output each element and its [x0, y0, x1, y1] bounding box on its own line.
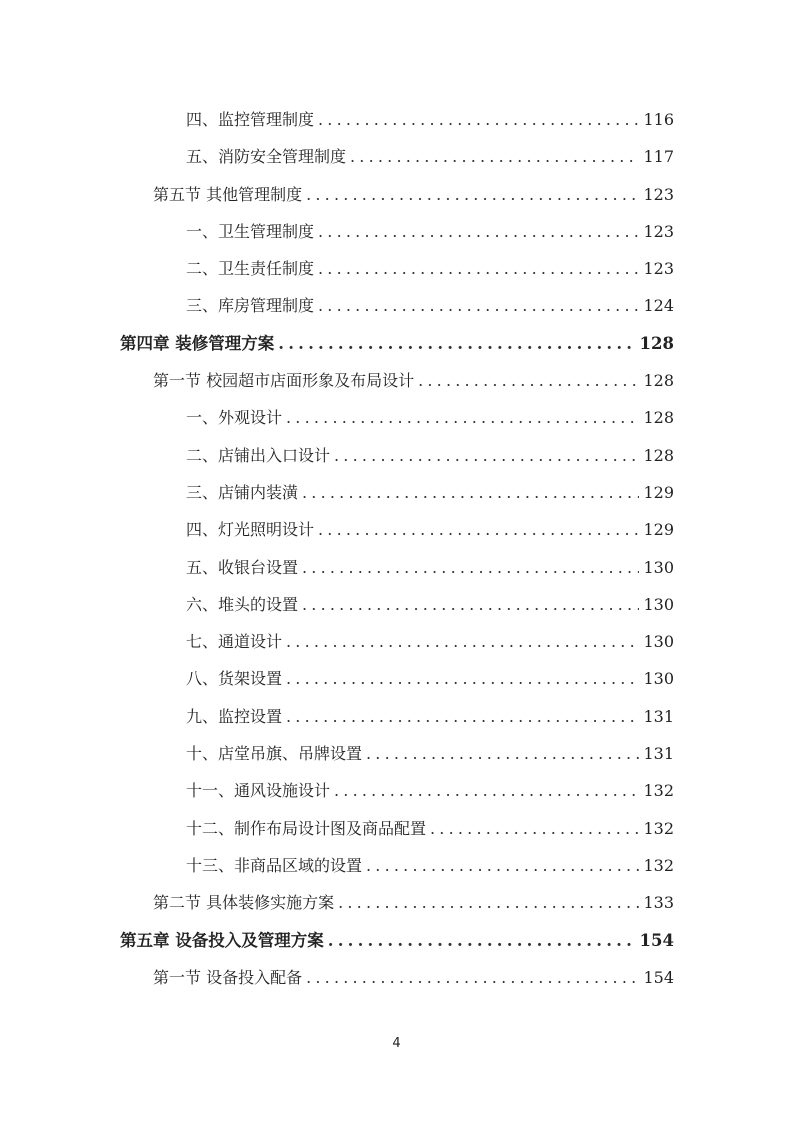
toc-entry[interactable] [120, 667, 674, 704]
toc-entry-page: 154 [643, 967, 674, 987]
toc-entry-page: 130 [643, 557, 674, 577]
toc-entry-page: 154 [639, 930, 674, 950]
toc-entry-title: 第五章 设备投入及管理方案 [120, 930, 324, 950]
toc-entry-title: 二、卫生责任制度 [186, 259, 315, 279]
dot-leader [278, 332, 635, 356]
toc-entry[interactable] [120, 183, 674, 220]
toc-entry-title: 第四章 装修管理方案 [120, 333, 275, 353]
toc-entry[interactable] [120, 742, 674, 779]
toc-entry[interactable] [120, 220, 674, 257]
toc-entry[interactable] [120, 854, 674, 891]
toc-entry[interactable] [120, 630, 674, 667]
toc-entry-title: 第二节 具体装修实施方案 [153, 893, 335, 913]
toc-entry[interactable] [120, 593, 674, 630]
toc-entry-title: 二、店铺出入口设计 [186, 445, 331, 465]
toc-entry[interactable] [120, 481, 674, 518]
toc-entry-page: 128 [639, 333, 674, 353]
toc-entry[interactable] [120, 145, 674, 182]
toc-entry-page: 132 [643, 781, 674, 801]
toc-entry[interactable] [120, 966, 674, 1003]
toc-entry-page: 117 [643, 147, 674, 167]
toc-entry-page: 128 [643, 371, 674, 391]
toc-entry-title: 十、店堂吊旗、吊牌设置 [186, 744, 363, 764]
dot-leader [430, 817, 639, 841]
toc-entry-title: 第五节 其他管理制度 [153, 184, 303, 204]
toc-entry[interactable] [120, 556, 674, 593]
toc-entry-page: 128 [643, 445, 674, 465]
toc-entry-page: 130 [643, 594, 674, 614]
toc-entry-page: 131 [643, 744, 674, 764]
dot-leader [302, 556, 639, 580]
table-of-contents [120, 108, 674, 1003]
dot-leader [318, 518, 639, 542]
dot-leader [334, 779, 639, 803]
dot-leader [334, 444, 639, 468]
dot-leader [286, 406, 639, 430]
toc-entry-title: 十二、制作布局设计图及商品配置 [186, 818, 427, 838]
toc-entry-title: 十一、通风设施设计 [186, 781, 331, 801]
toc-entry-title: 八、货架设置 [186, 669, 283, 689]
toc-entry-title: 四、灯光照明设计 [186, 520, 315, 540]
toc-entry-title: 第一节 校园超市店面形象及布局设计 [153, 371, 415, 391]
toc-entry-page: 123 [643, 259, 674, 279]
dot-leader [418, 369, 639, 393]
toc-entry-page: 123 [643, 184, 674, 204]
toc-entry-page: 132 [643, 818, 674, 838]
toc-entry[interactable] [120, 518, 674, 555]
toc-entry-title: 三、库房管理制度 [186, 296, 315, 316]
toc-entry[interactable] [120, 369, 674, 406]
dot-leader [306, 966, 639, 990]
dot-leader [338, 891, 639, 915]
toc-entry-title: 五、收银台设置 [186, 557, 299, 577]
dot-leader [328, 929, 636, 953]
toc-entry-title: 四、监控管理制度 [186, 110, 315, 129]
dot-leader [286, 705, 639, 729]
toc-entry-page: 123 [643, 221, 674, 241]
toc-entry-page: 130 [643, 669, 674, 689]
toc-chapter-entry[interactable] [120, 332, 674, 369]
toc-chapter-entry[interactable] [120, 929, 674, 966]
toc-entry-title: 五、消防安全管理制度 [186, 147, 347, 167]
toc-entry-page: 129 [643, 482, 674, 502]
toc-entry[interactable] [120, 108, 674, 145]
toc-entry-page: 116 [643, 110, 674, 129]
toc-entry-title: 九、监控设置 [186, 706, 283, 726]
dot-leader [286, 667, 639, 691]
dot-leader [302, 593, 639, 617]
toc-entry-title: 三、店铺内装潢 [186, 482, 299, 502]
toc-entry-title: 第一节 设备投入配备 [153, 967, 303, 987]
toc-entry[interactable] [120, 817, 674, 854]
toc-entry-title: 六、堆头的设置 [186, 594, 299, 614]
dot-leader [302, 481, 639, 505]
toc-entry[interactable] [120, 779, 674, 816]
dot-leader [318, 257, 639, 281]
toc-entry-page: 130 [643, 632, 674, 652]
toc-entry-title: 七、通道设计 [186, 632, 283, 652]
page-number: 4 [392, 1036, 401, 1051]
toc-entry[interactable] [120, 257, 674, 294]
toc-entry-title: 十三、非商品区域的设置 [186, 855, 363, 875]
toc-entry-title: 一、卫生管理制度 [186, 221, 315, 241]
toc-entry-page: 128 [643, 408, 674, 428]
toc-entry-page: 133 [643, 893, 674, 913]
toc-entry-page: 131 [643, 706, 674, 726]
dot-leader [366, 742, 639, 766]
toc-entry-page: 124 [643, 296, 674, 316]
toc-entry[interactable] [120, 891, 674, 928]
toc-entry[interactable] [120, 294, 674, 331]
dot-leader [306, 183, 639, 207]
dot-leader [318, 220, 639, 244]
toc-entry-page: 132 [643, 855, 674, 875]
dot-leader [286, 630, 639, 654]
dot-leader [366, 854, 639, 878]
dot-leader [318, 108, 639, 132]
toc-entry[interactable] [120, 705, 674, 742]
toc-entry-page: 129 [643, 520, 674, 540]
dot-leader [350, 145, 639, 169]
toc-entry[interactable] [120, 444, 674, 481]
toc-entry[interactable] [120, 406, 674, 443]
dot-leader [318, 294, 639, 318]
toc-entry-title: 一、外观设计 [186, 408, 283, 428]
